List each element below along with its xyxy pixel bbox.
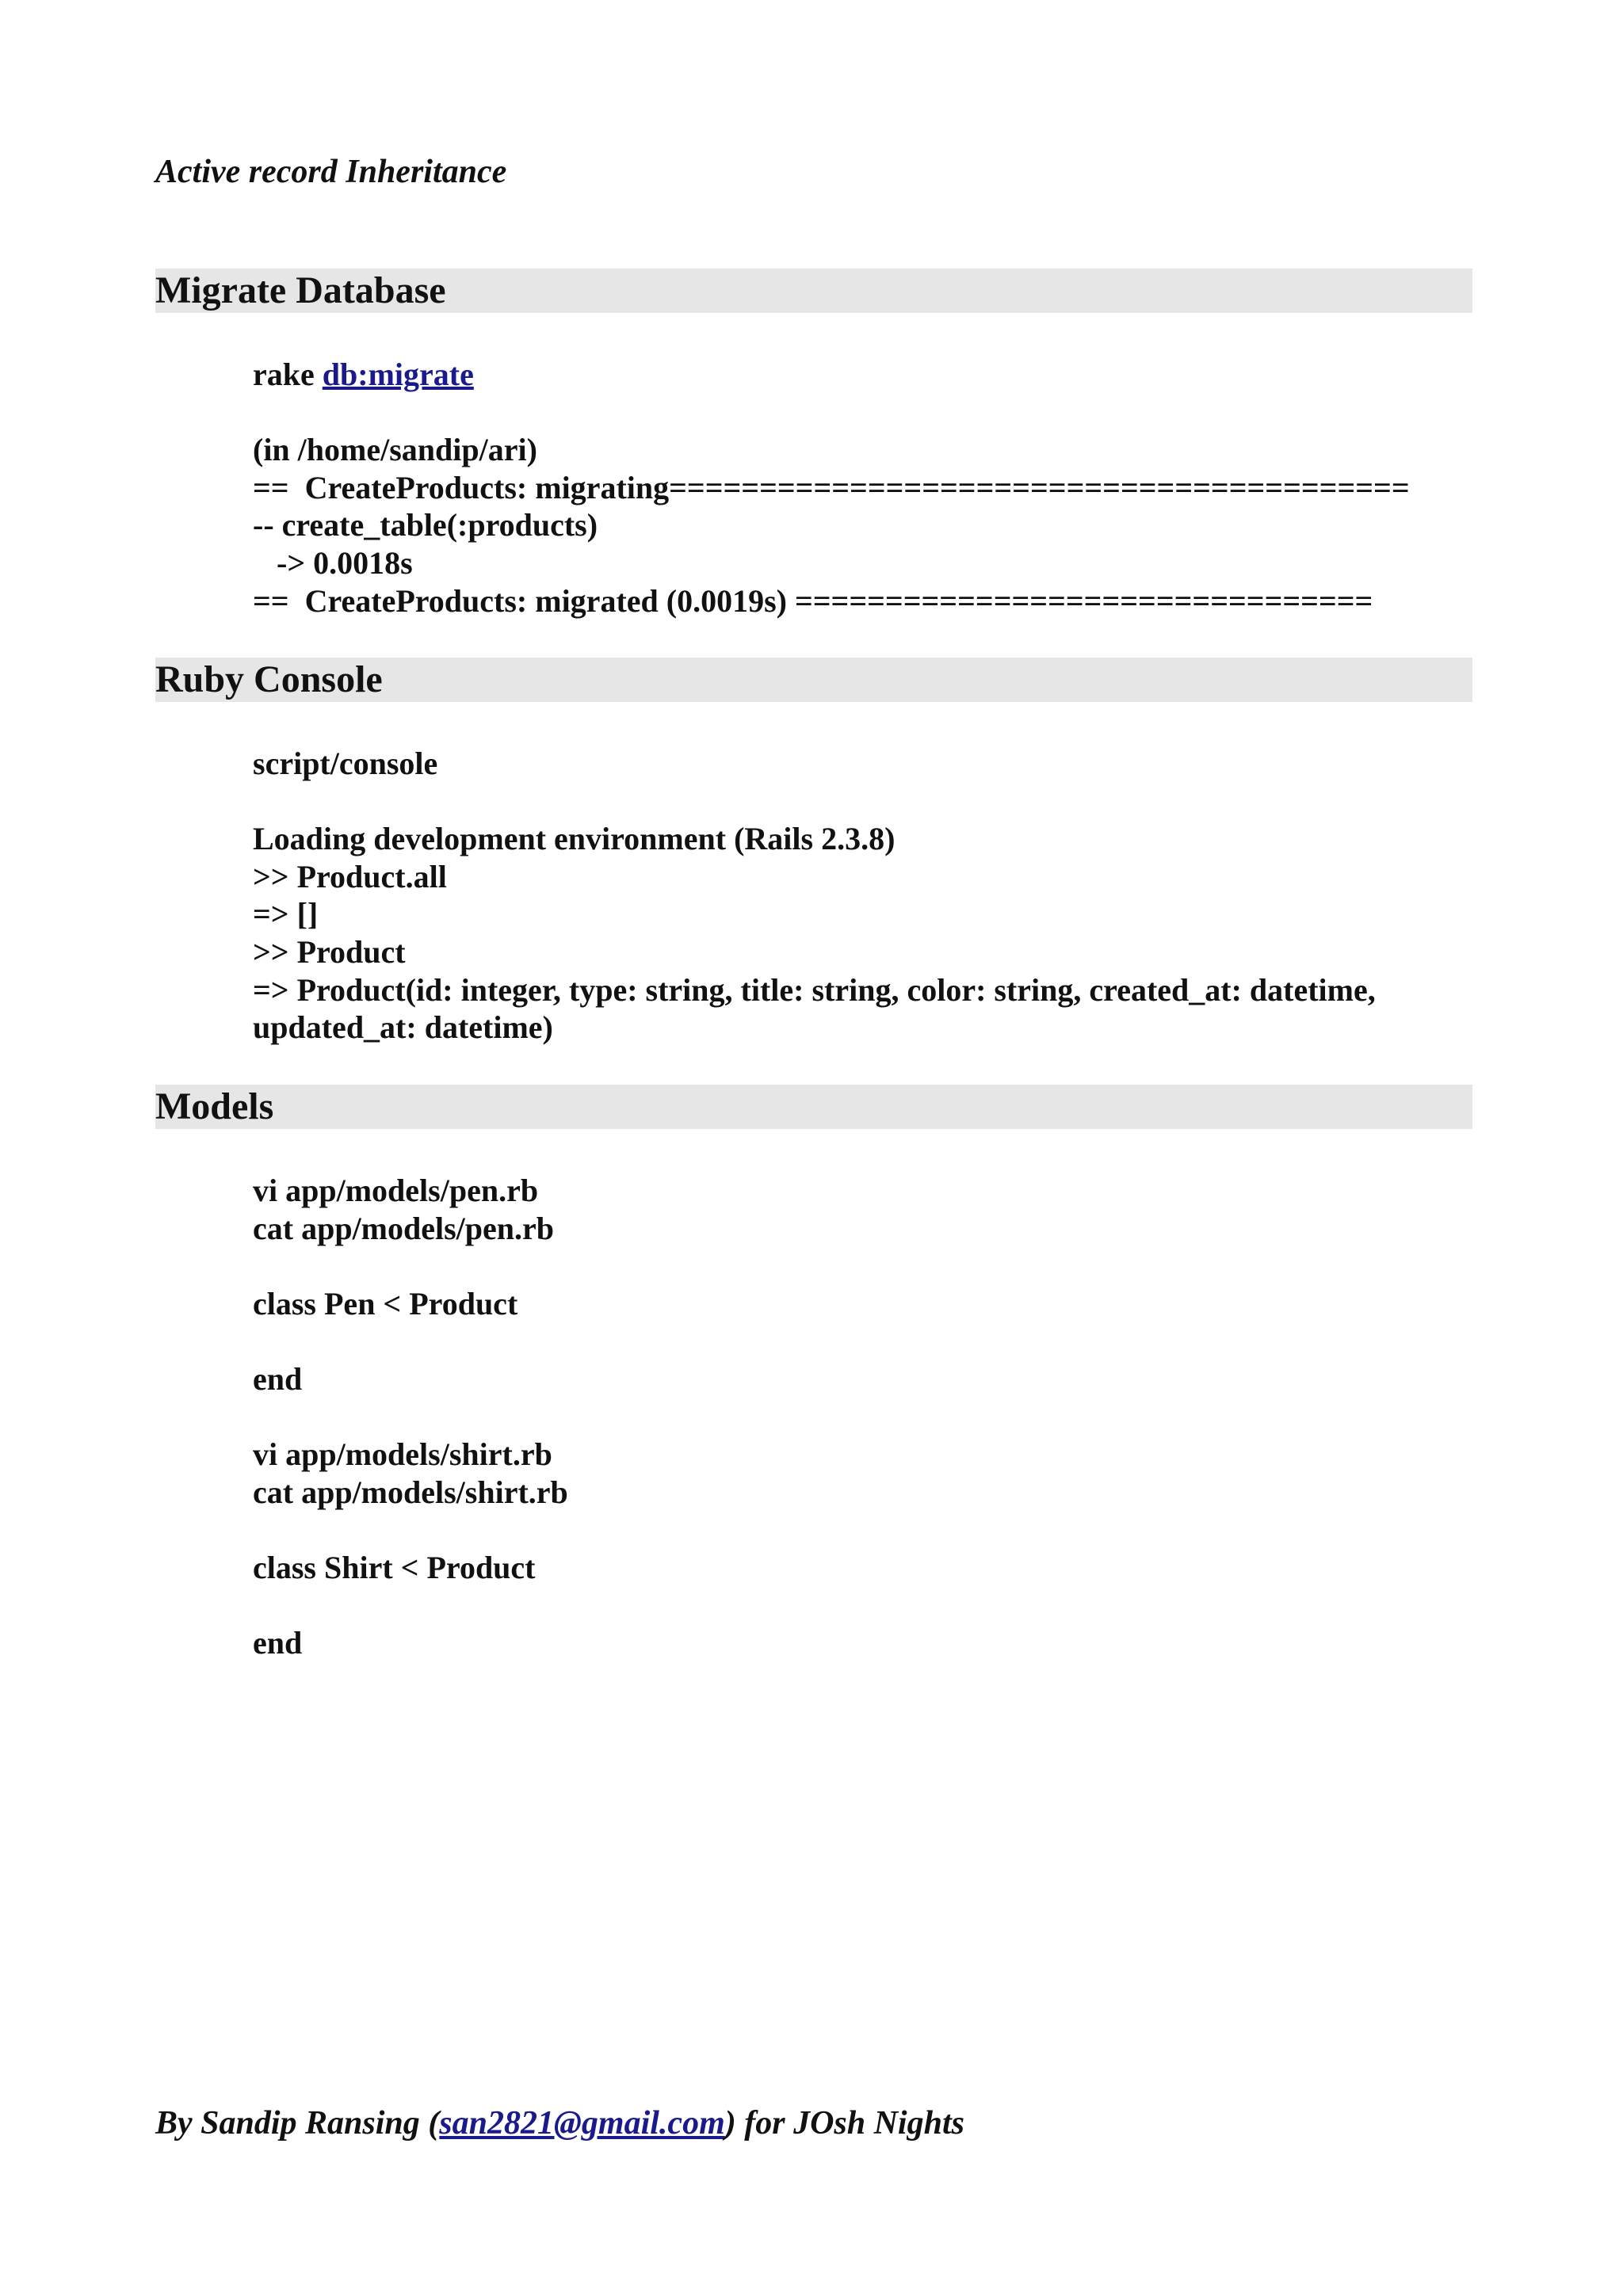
command-line bbox=[253, 356, 1472, 394]
code-line: => [] bbox=[253, 896, 319, 933]
code-line: == CreateProducts: migrating========================================= bbox=[253, 469, 1410, 505]
author-email-link[interactable]: san2821@gmail.com bbox=[439, 2105, 725, 2142]
code-line: end bbox=[253, 1360, 303, 1397]
command-text: rake bbox=[253, 357, 323, 392]
code-line: class Shirt < Product bbox=[253, 1549, 536, 1585]
code-line: cat app/models/pen.rb bbox=[253, 1210, 555, 1246]
code-block bbox=[253, 745, 1472, 1047]
code-line: vi app/models/pen.rb bbox=[253, 1173, 539, 1208]
code-line bbox=[253, 1398, 1472, 1436]
section-heading: Migrate Database bbox=[155, 269, 1472, 313]
db-migrate-link[interactable]: db:migrate bbox=[322, 357, 474, 392]
section-heading: Ruby Console bbox=[155, 658, 1472, 702]
code-line: class Pen < Product bbox=[253, 1285, 518, 1322]
section-models bbox=[155, 1085, 1472, 1662]
footer-prefix: By Sandip Ransing ( bbox=[155, 2105, 440, 2142]
code-line: => Product(id: integer, type: string, title: string, color: string, created_at: datetime, updated_at: datetime) bbox=[253, 971, 1376, 1046]
code-line bbox=[253, 1247, 1472, 1285]
document-footer bbox=[155, 2103, 964, 2143]
section-migrate-database bbox=[155, 269, 1472, 620]
code-line bbox=[253, 1587, 1472, 1625]
code-line bbox=[253, 394, 1472, 432]
code-line bbox=[253, 1511, 1472, 1549]
code-line: Loading development environment (Rails 2.3.8) bbox=[253, 821, 896, 857]
code-line: script/console bbox=[253, 746, 438, 781]
code-line: vi app/models/shirt.rb bbox=[253, 1436, 552, 1473]
code-line: == CreateProducts: migrated (0.0019s) ================================ bbox=[253, 582, 1373, 619]
document-header-note: Active record Inheritance bbox=[155, 154, 507, 190]
code-line: -- create_table(:products) bbox=[253, 507, 598, 543]
code-line: >> Product bbox=[253, 933, 406, 970]
code-line: (in /home/sandip/ari) bbox=[253, 432, 537, 468]
footer-suffix: ) for JOsh Nights bbox=[724, 2105, 964, 2142]
code-line: end bbox=[253, 1625, 303, 1661]
code-line bbox=[253, 1322, 1472, 1360]
code-line bbox=[253, 783, 1472, 821]
section-heading: Models bbox=[155, 1085, 1472, 1129]
code-line: >> Product.all bbox=[253, 858, 447, 894]
code-line: cat app/models/shirt.rb bbox=[253, 1474, 568, 1510]
section-ruby-console bbox=[155, 658, 1472, 1047]
code-block bbox=[253, 1172, 1472, 1662]
code-block bbox=[253, 356, 1472, 620]
code-line: -> 0.0018s bbox=[253, 544, 413, 581]
